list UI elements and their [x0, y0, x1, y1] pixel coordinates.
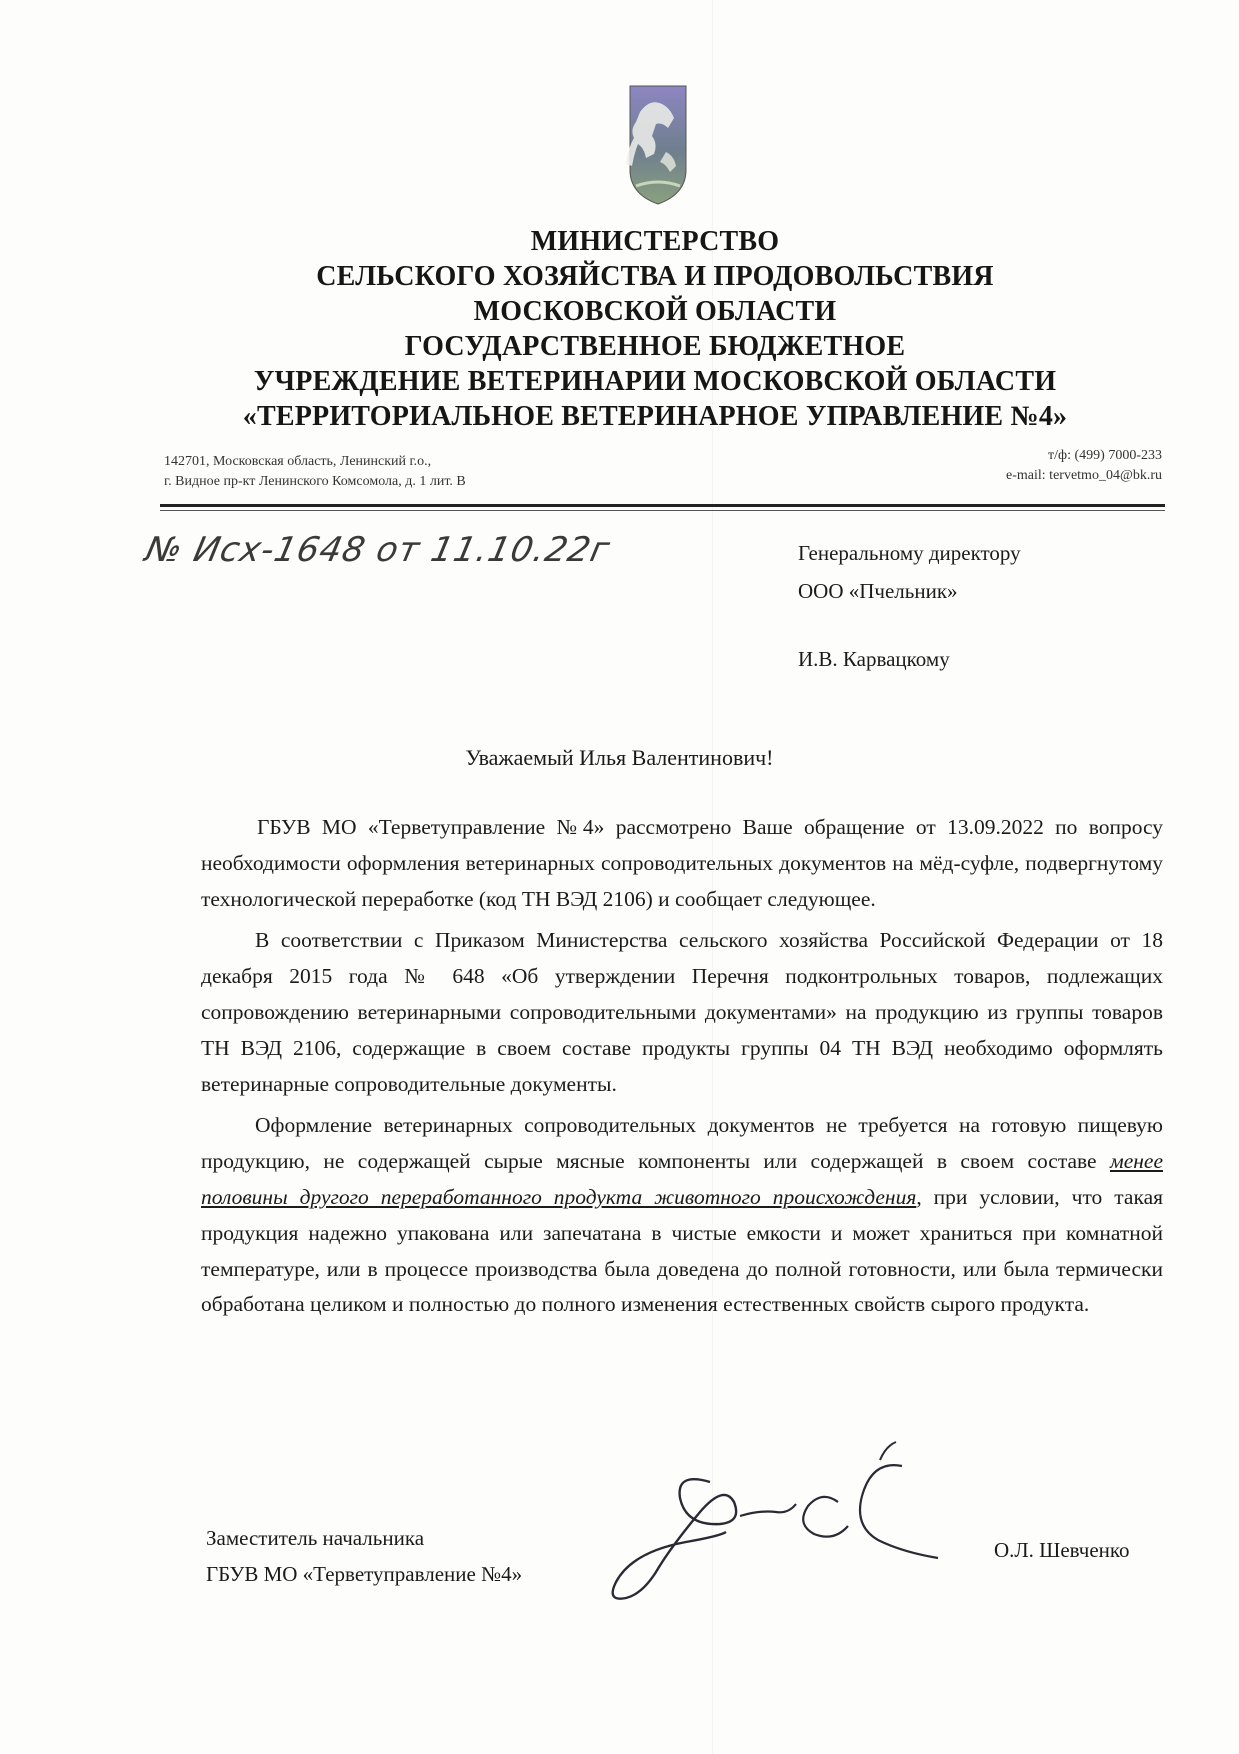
header-divider-thin: [160, 510, 1165, 511]
addressee-position: Генеральному директору: [798, 541, 1021, 565]
ministry-header-line: ГОСУДАРСТВЕННОЕ БЮДЖЕТНОЕ: [404, 331, 906, 362]
ministry-header-line: СЕЛЬСКОГО ХОЗЯЙСТВА И ПРОДОВОЛЬСТВИЯ: [316, 261, 994, 292]
body-paragraph: В соответствии с Приказом Министерства сельского хозяйства Российской Федерации от 18 декабря 2015 года № 648 «Об утверждении Перечня подконтрольных товаров, подлежащих сопровождению ветеринарными сопроводительными документами» на продукцию из группы товаров ТН ВЭД 2106, содержащие в своем составе продукты группы 04 ТН ВЭД необходимо оформлять ветеринарные сопроводительные документы.: [201, 928, 1163, 1096]
phone-number: т/ф: (499) 7000-233: [1048, 448, 1162, 463]
signatory-name: О.Л. Шевченко: [994, 1538, 1130, 1562]
header-divider-thick: [160, 504, 1165, 507]
email-address: e-mail: tervetmo_04@bk.ru: [1006, 468, 1162, 483]
letter-body: [201, 810, 1163, 1329]
contact-info: [1006, 446, 1162, 486]
ministry-header-line: МОСКОВСКОЙ ОБЛАСТИ: [473, 296, 837, 327]
ministry-header-line: УЧРЕЖДЕНИЕ ВЕТЕРИНАРИИ МОСКОВСКОЙ ОБЛАСТИ: [253, 366, 1057, 397]
body-paragraph: ГБУВ МО «Терветуправление №4» рассмотрено Ваше обращение от 13.09.2022 по вопросу необходимости оформления ветеринарных сопроводительных документов на мёд-суфле, подвергнутому технологической переработке (код ТН ВЭД 2106) и сообщает следующее.: [201, 815, 1163, 911]
underlined-emphasis: менее половины другого переработанного продукта животного происхождения: [201, 1149, 1163, 1209]
postal-address: [164, 452, 466, 492]
paragraph-text: Оформление ветеринарных сопроводительных документов не требуется на готовую пищевую продукцию, не содержащей сырые мясные компоненты или содержащей в своем составе: [201, 1113, 1163, 1174]
greeting: Уважаемый Илья Валентинович!: [465, 745, 774, 770]
ministry-header: [150, 224, 1160, 434]
paragraph-text: , при условии, что такая продукция надежно упакована или запечатана в чистые емкости и может храниться при комнатной температуре, или в процессе производства была доведена до полной готовности, или была термически обработана целиком и полностью до полного изменения естественных свойств сырого продукта.: [201, 1184, 1164, 1317]
ministry-header-line: «ТЕРРИТОРИАЛЬНОЕ ВЕТЕРИНАРНОЕ УПРАВЛЕНИЕ №4»: [242, 401, 1068, 432]
signatory-title: Заместитель начальника: [206, 1526, 425, 1550]
outgoing-reference-number: № Исх-1648 от 11.10.22г: [141, 530, 614, 570]
address-line: г. Видное пр-кт Ленинского Комсомола, д. 1 лит. В: [164, 474, 466, 489]
signatory-position: [206, 1520, 522, 1592]
addressee-company: ООО «Пчельник»: [798, 579, 958, 603]
addressee-name: И.В. Карвацкому: [798, 647, 950, 671]
body-paragraph: [201, 1108, 1163, 1323]
addressee-block: [798, 534, 1021, 678]
ministry-header-line: МИНИСТЕРСТВО: [530, 226, 780, 257]
handwritten-signature-icon: [590, 1440, 990, 1620]
coat-of-arms-icon: [626, 82, 690, 206]
signatory-organization: ГБУВ МО «Терветуправление №4»: [206, 1562, 523, 1586]
address-line: 142701, Московская область, Ленинский г.о.,: [164, 454, 432, 469]
